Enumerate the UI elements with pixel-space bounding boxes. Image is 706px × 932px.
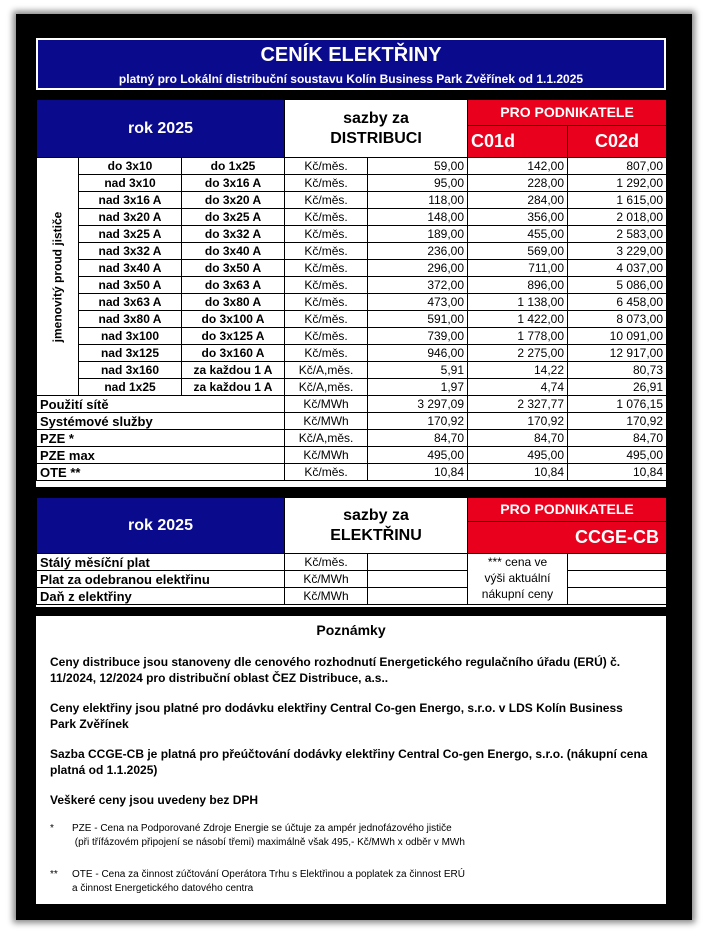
- note-vat: Veškeré ceny jsou uvedeny bez DPH: [50, 793, 259, 807]
- breaker-to: do 3x63 A: [182, 277, 285, 294]
- price-c01d: 118,00: [368, 192, 468, 209]
- fee-row: [37, 413, 667, 430]
- price-c01d: 95,00: [368, 175, 468, 192]
- breaker-from: nad 3x50 A: [79, 277, 182, 294]
- price-c03d: 4 037,00: [568, 260, 667, 277]
- breaker-from: nad 3x100: [79, 328, 182, 345]
- breaker-unit: Kč/A,měs.: [285, 362, 368, 379]
- price-c01d: 236,00: [368, 243, 468, 260]
- price-note-line2: výši aktuální: [484, 571, 551, 585]
- price-c01d: 170,92: [368, 413, 468, 430]
- price-c01d: 591,00: [368, 311, 468, 328]
- price-c01d: 1,97: [368, 379, 468, 396]
- price-c02d: 2 327,77: [468, 396, 568, 413]
- fee-unit: Kč/MWh: [285, 396, 368, 413]
- breaker-to: do 1x25: [182, 158, 285, 175]
- breaker-to: do 3x100 A: [182, 311, 285, 328]
- price-c01d: 372,00: [368, 277, 468, 294]
- breaker-row: [37, 277, 667, 294]
- notes-panel: [34, 614, 668, 906]
- breaker-to: do 3x160 A: [182, 345, 285, 362]
- electricity-group-label: PRO PODNIKATELE: [468, 498, 667, 522]
- price-c01d: 495,00: [368, 447, 468, 464]
- footnote-line: a činnost Energetického datového centra: [72, 883, 254, 894]
- rates-label-line1: sazby za: [343, 506, 409, 524]
- row-label-energy-fee: Plat za odebranou elektřinu: [37, 571, 285, 588]
- electricity-panel: [34, 495, 668, 609]
- notes-title: Poznámky: [316, 622, 386, 638]
- distribution-group-label: PRO PODNIKATELE: [468, 100, 667, 126]
- breaker-from: nad 3x16 A: [79, 192, 182, 209]
- distribution-rates-label: [285, 100, 468, 158]
- price-c01d: 59,00: [368, 158, 468, 175]
- breaker-unit: Kč/měs.: [285, 328, 368, 345]
- fee-row: [37, 396, 667, 413]
- breaker-unit: Kč/měs.: [285, 209, 368, 226]
- row-unit: Kč/MWh: [285, 588, 368, 605]
- footnote-pze: [50, 822, 652, 850]
- footnote-line: (při třífázovém připojení se násobí třemi) maximálně však 495,- Kč/MWh x odběr v MWh: [74, 837, 465, 848]
- price-c03d: 807,00: [568, 158, 667, 175]
- price-c02d: 228,00: [468, 175, 568, 192]
- price-c03d: 3 229,00: [568, 243, 667, 260]
- breaker-from: nad 3x10: [79, 175, 182, 192]
- row-label-electricity-tax: Daň z elektřiny: [37, 588, 285, 605]
- price-c02d: 569,00: [468, 243, 568, 260]
- column-header-c02d: C02d: [568, 126, 667, 158]
- fee-row: [37, 430, 667, 447]
- footnote-line: PZE - Cena na Podporované Zdroje Energie se účtuje za ampér jednofázového jističe: [72, 823, 452, 834]
- price-c03d: 170,92: [568, 413, 667, 430]
- fee-unit: Kč/MWh: [285, 447, 368, 464]
- fee-label: OTE **: [37, 464, 285, 481]
- price-c02d: 1 778,00: [468, 328, 568, 345]
- breaker-row: [37, 328, 667, 345]
- price-note-line3: nákupní ceny: [481, 587, 554, 601]
- distribution-table: [36, 99, 667, 481]
- breaker-from: nad 3x80 A: [79, 311, 182, 328]
- electricity-year-label: rok 2025: [37, 498, 285, 554]
- breaker-row: [37, 175, 667, 192]
- price-c01d: 739,00: [368, 328, 468, 345]
- price-c01d: 10,84: [368, 464, 468, 481]
- price-c02d: 1 422,00: [468, 311, 568, 328]
- price-c03d: 1 292,00: [568, 175, 667, 192]
- footnote-mark: *: [50, 823, 54, 834]
- breaker-from: nad 3x125: [79, 345, 182, 362]
- price-c01d: 189,00: [368, 226, 468, 243]
- breaker-row: [37, 158, 667, 175]
- breaker-from: nad 3x20 A: [79, 209, 182, 226]
- price-c01d: 296,00: [368, 260, 468, 277]
- fee-row: [37, 447, 667, 464]
- breaker-unit: Kč/A,měs.: [285, 379, 368, 396]
- breaker-row: [37, 345, 667, 362]
- price-c02d: 2 275,00: [468, 345, 568, 362]
- price-c02d: 1 138,00: [468, 294, 568, 311]
- breaker-to: do 3x16 A: [182, 175, 285, 192]
- breaker-from: nad 3x63 A: [79, 294, 182, 311]
- page-subtitle: platný pro Lokální distribuční soustavu Kolín Business Park Zvěřínek od 1.1.2025: [118, 72, 584, 86]
- breaker-to: do 3x50 A: [182, 260, 285, 277]
- breaker-unit: Kč/měs.: [285, 311, 368, 328]
- other-rows: [37, 396, 667, 481]
- breaker-to: za každou 1 A: [182, 379, 285, 396]
- breaker-row: [37, 226, 667, 243]
- fee-unit: Kč/A,měs.: [285, 430, 368, 447]
- breaker-unit: Kč/měs.: [285, 226, 368, 243]
- price-c03d: 6 458,00: [568, 294, 667, 311]
- price-c02d: 711,00: [468, 260, 568, 277]
- price-c02d: 455,00: [468, 226, 568, 243]
- breaker-from: nad 3x40 A: [79, 260, 182, 277]
- note-distribution: Ceny distribuce jsou stanoveny dle cenového rozhodnutí Energetického regulačního úřadu (ERÚ) č. 11/2024, 12/2024 pro distribuční oblast ČEZ Distribuce, a.s..: [50, 655, 621, 685]
- breaker-row: [37, 294, 667, 311]
- breaker-unit: Kč/měs.: [285, 294, 368, 311]
- price-c02d: 896,00: [468, 277, 568, 294]
- breaker-unit: Kč/měs.: [285, 192, 368, 209]
- breaker-row: [37, 209, 667, 226]
- breaker-from: nad 1x25: [79, 379, 182, 396]
- price-c01d: 5,91: [368, 362, 468, 379]
- row-unit: Kč/MWh: [285, 571, 368, 588]
- breaker-to: do 3x20 A: [182, 192, 285, 209]
- breaker-row: [37, 260, 667, 277]
- price-c01d: 3 297,09: [368, 396, 468, 413]
- footnote-mark: **: [50, 869, 58, 880]
- price-c02d: 284,00: [468, 192, 568, 209]
- breaker-from: do 3x10: [79, 158, 182, 175]
- price-c02d: 142,00: [468, 158, 568, 175]
- breaker-row: [37, 192, 667, 209]
- breaker-rows: [37, 158, 667, 396]
- price-c01d: 473,00: [368, 294, 468, 311]
- column-header-c01d: C01d: [468, 126, 568, 158]
- fee-unit: Kč/MWh: [285, 413, 368, 430]
- side-label-text: jmenovitý proud jističe: [50, 211, 64, 342]
- breaker-row: [37, 362, 667, 379]
- breaker-from: nad 3x32 A: [79, 243, 182, 260]
- breaker-to: do 3x32 A: [182, 226, 285, 243]
- price-c02d: 4,74: [468, 379, 568, 396]
- price-c03d: 10 091,00: [568, 328, 667, 345]
- breaker-unit: Kč/měs.: [285, 345, 368, 362]
- distribution-panel: [34, 97, 668, 489]
- breaker-to: do 3x125 A: [182, 328, 285, 345]
- price-c03d: 495,00: [568, 447, 667, 464]
- price-note-line1: *** cena ve: [487, 555, 548, 569]
- row-label-fixed-fee: Stálý měsíční plat: [37, 554, 285, 571]
- price-c03d: 1 615,00: [568, 192, 667, 209]
- price-c03d: 26,91: [568, 379, 667, 396]
- breaker-unit: Kč/měs.: [285, 260, 368, 277]
- breaker-row: [37, 379, 667, 396]
- price-c03d: 2 018,00: [568, 209, 667, 226]
- price-c02d: 170,92: [468, 413, 568, 430]
- price-c03d: 8 073,00: [568, 311, 667, 328]
- note-electricity: Ceny elektřiny jsou platné pro dodávku elektřiny Central Co-gen Energo, s.r.o. v LDS Kolín Business Park Zvěřínek: [50, 701, 623, 731]
- footnote-ote: [50, 868, 652, 896]
- price-c02d: 10,84: [468, 464, 568, 481]
- breaker-from: nad 3x25 A: [79, 226, 182, 243]
- price-c01d: 148,00: [368, 209, 468, 226]
- breaker-row: [37, 311, 667, 328]
- footnote-line: OTE - Cena za činnost zúčtování Operátora Trhu s Elektřinou a poplatek za činnost ERÚ: [72, 869, 465, 880]
- breaker-unit: Kč/měs.: [285, 175, 368, 192]
- breaker-to: do 3x80 A: [182, 294, 285, 311]
- price-c03d: 10,84: [568, 464, 667, 481]
- purchase-price-note: [468, 554, 568, 605]
- price-c02d: 14,22: [468, 362, 568, 379]
- price-c02d: 356,00: [468, 209, 568, 226]
- breaker-to: do 3x25 A: [182, 209, 285, 226]
- rates-label-line2: ELEKTŘINU: [330, 526, 422, 544]
- fee-label: Použití sítě: [37, 396, 285, 413]
- breaker-from: nad 3x160: [79, 362, 182, 379]
- price-c01d: 946,00: [368, 345, 468, 362]
- row-unit: Kč/měs.: [285, 554, 368, 571]
- fee-label: PZE *: [37, 430, 285, 447]
- price-c01d: 84,70: [368, 430, 468, 447]
- breaker-side-label: [37, 158, 79, 396]
- page-title: CENÍK ELEKTŘINY: [260, 44, 442, 66]
- breaker-unit: Kč/měs.: [285, 277, 368, 294]
- breaker-unit: Kč/měs.: [285, 158, 368, 175]
- price-c02d: 84,70: [468, 430, 568, 447]
- price-c03d: 12 917,00: [568, 345, 667, 362]
- fee-label: Systémové služby: [37, 413, 285, 430]
- price-c03d: 80,73: [568, 362, 667, 379]
- rates-label-line2: DISTRIBUCI: [330, 129, 422, 147]
- price-c03d: 84,70: [568, 430, 667, 447]
- rates-label-line1: sazby za: [343, 109, 409, 127]
- fee-label: PZE max: [37, 447, 285, 464]
- note-ccge-cb: Sazba CCGE-CB je platná pro přeúčtování dodávky elektřiny Central Co-gen Energo, s.r.o. (nákupní cena platná od 1.1.2025): [50, 747, 648, 777]
- electricity-table: [36, 497, 667, 605]
- price-list-header: [34, 36, 668, 92]
- electricity-rates-label: [285, 498, 468, 554]
- fee-unit: Kč/měs.: [285, 464, 368, 481]
- price-c02d: 495,00: [468, 447, 568, 464]
- breaker-to: do 3x40 A: [182, 243, 285, 260]
- price-c03d: 2 583,00: [568, 226, 667, 243]
- price-c03d: 1 076,15: [568, 396, 667, 413]
- distribution-year-label: rok 2025: [37, 100, 285, 158]
- breaker-row: [37, 243, 667, 260]
- column-header-ccge-cb: CCGE-CB: [568, 522, 667, 554]
- breaker-unit: Kč/měs.: [285, 243, 368, 260]
- price-c03d: 5 086,00: [568, 277, 667, 294]
- breaker-to: za každou 1 A: [182, 362, 285, 379]
- fee-row: [37, 464, 667, 481]
